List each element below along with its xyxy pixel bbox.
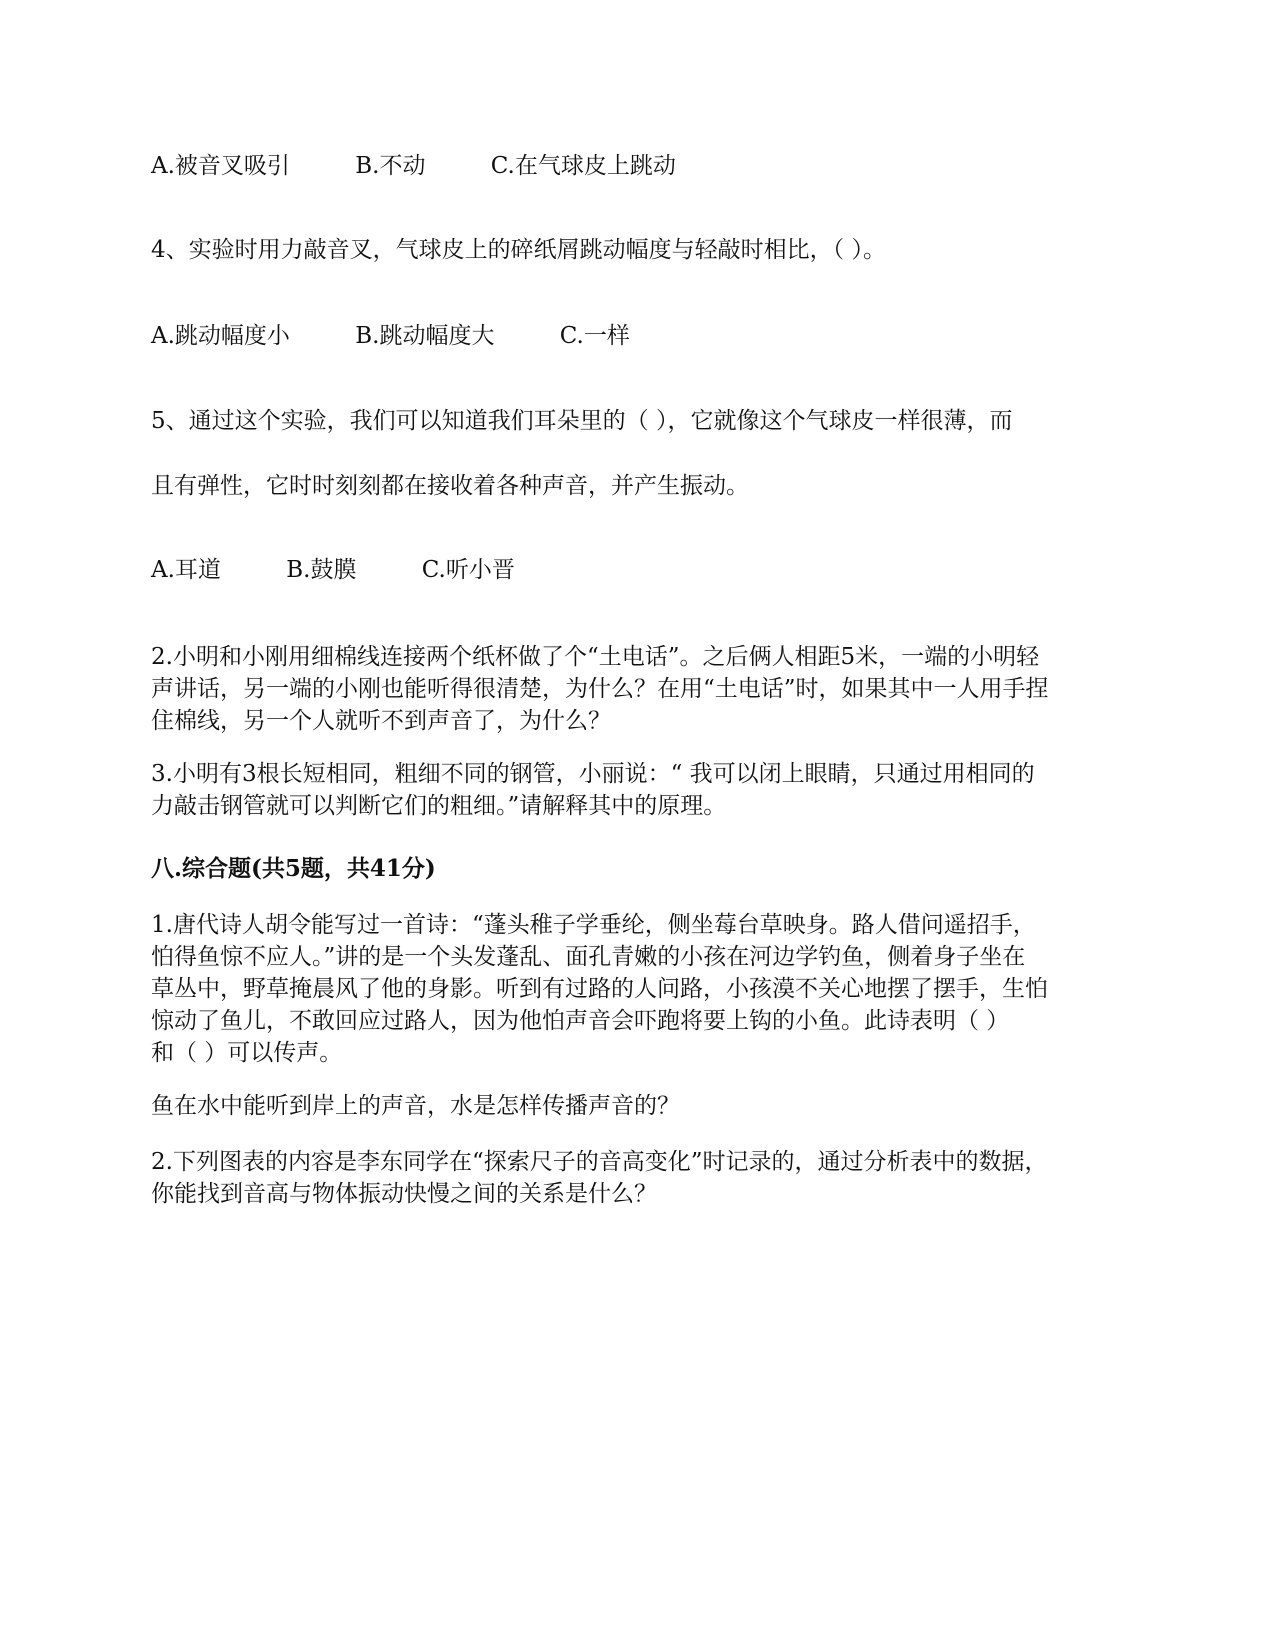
q8-1-line-4: 惊动了鱼儿，不敢回应过路人，因为他怕声音会吓跑将要上钩的小鱼。此诗表明（ ） [151, 1008, 1010, 1034]
q2-phone-line-2: 声讲话，另一端的小刚也能听得很清楚，为什么？在用“土电话”时，如果其中一人用手捏 [151, 676, 1049, 702]
q8-1-line-5: 和（ ）可以传声。 [151, 1040, 343, 1066]
q3-option-c: C.在气球皮上跳动 [490, 153, 676, 179]
q2-phone-line-3: 住棉线，另一个人就听不到声音了，为什么？ [151, 708, 611, 734]
q8-1-line-3: 草丛中，野草掩晨风了他的身影。听到有过路的人问路，小孩漠不关心地摆了摆手，生怕 [151, 976, 1048, 1002]
q5-option-b: B.鼓膜 [286, 557, 357, 583]
q4-option-a: A.跳动幅度小 [151, 323, 290, 349]
q3-option-a: A.被音叉吸引 [151, 153, 290, 179]
q8-2-line-1: 2.下列图表的内容是李东同学在“探索尺子的音高变化”时记录的，通过分析表中的数据， [151, 1149, 1048, 1175]
q5-text-line-2: 且有弹性，它时时刻刻都在接收着各种声音，并产生振动。 [151, 473, 749, 499]
section-8-heading: 八.综合题(共5题，共41分) [151, 855, 436, 882]
q4-option-c: C.一样 [559, 323, 630, 349]
q5-options [151, 554, 515, 586]
q2-phone-line-1: 2.小明和小刚用细棉线连接两个纸杯做了个“土电话”。之后俩人相距5米，一端的小明轻 [151, 644, 1040, 670]
q8-1-line-1: 1.唐代诗人胡令能写过一首诗：“蓬头稚子学垂纶，侧坐莓台草映身。路人借问遥招手， [151, 912, 1036, 938]
q3-pipes-line-2: 力敲击钢管就可以判断它们的粗细。”请解释其中的原理。 [151, 793, 727, 819]
q5-option-c: C.听小晋 [421, 557, 515, 583]
q8-2-line-2: 你能找到音高与物体振动快慢之间的关系是什么？ [151, 1181, 657, 1207]
q4-text: 4、实验时用力敲音叉，气球皮上的碎纸屑跳动幅度与轻敲时相比，（ ）。 [151, 237, 886, 263]
q4-options [151, 320, 630, 352]
q8-1-line-2: 怕得鱼惊不应人。”讲的是一个头发蓬乱、面孔青嫩的小孩在河边学钓鱼，侧着身子坐在 [151, 944, 1026, 970]
q4-option-b: B.跳动幅度大 [355, 323, 495, 349]
q5-text-line-1: 5、通过这个实验，我们可以知道我们耳朵里的（ ），它就像这个气球皮一样很薄，而 [151, 408, 1013, 434]
q3-options [151, 150, 676, 182]
q3-pipes-line-1: 3.小明有3根长短相同，粗细不同的钢管，小丽说：“ 我可以闭上眼睛，只通过用相同的 [151, 761, 1035, 787]
q5-option-a: A.耳道 [151, 557, 221, 583]
q8-1-followup: 鱼在水中能听到岸上的声音，水是怎样传播声音的？ [151, 1093, 680, 1119]
q3-option-b: B.不动 [355, 153, 426, 179]
